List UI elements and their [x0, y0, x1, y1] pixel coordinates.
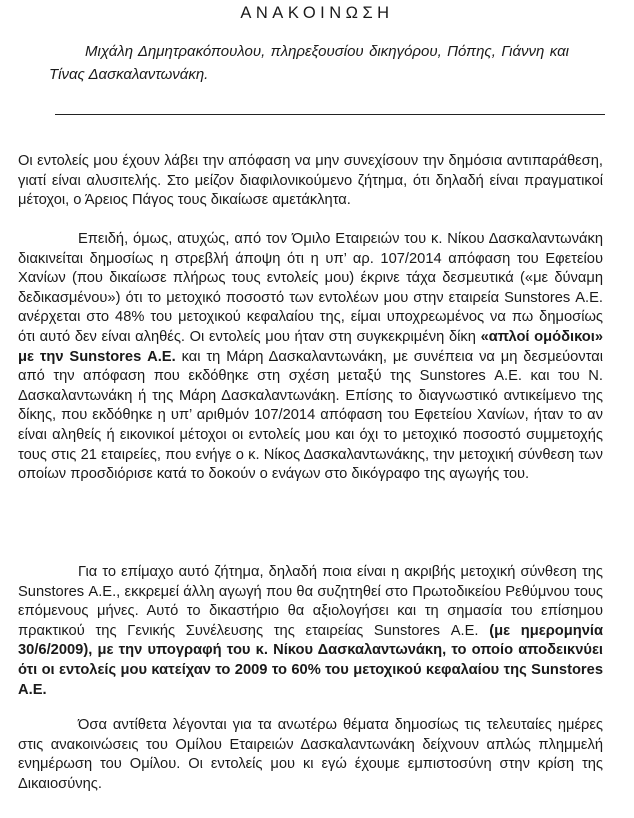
paragraph-2 — [18, 230, 603, 485]
paragraph-3-text: Για το επίμαχο αυτό ζήτημα, δηλαδή ποια είναι η ακριβής μετοχική σύνθεση της Sunstores Α.Ε., εκκρεμεί άλλη αγωγή που θα συζητηθεί στο Πρωτοδικείου Ρεθύμνου τους επόμενους μήνες. Αυτό το δικαστήριο θα αξιολογήσει και τη σημασία του επίσημου πρακτικού της Γενικής Συνέλευσης της εταιρείας Sunstores Α.Ε. — [18, 564, 603, 639]
document-title: ΑΝΑΚΟΙΝΩΣΗ — [240, 4, 394, 22]
paragraph-2-text-b: και τη Μάρη Δασκαλαντωνάκη, με συνέπεια να μη δεσμεύονται από την απόφαση που εκδόθηκε στη σχέση μεταξύ της Sunstores Α.Ε. και του Ν. Δασκαλαντωνάκη ή της Μάρη Δασκαλαντωνάκη. Επίσης το διαγνωστικό αντικείμενο της δίκης, που εκδόθηκε η υπ’ αριθμόν 107/2014 απόφαση του Εφετείου Χανίων, ήταν το αν είναι αληθείς ή εικονικοί μέτοχοι οι εντολείς μου και όχι το μετοχικό ποσοστό συμμετοχής τους στις 21 εταιρείες, που ενήγε ο κ. Νίκος Δασκαλαντωνάκης, την μετοχική σύνθεση των οποίων προσδιόρισε κατά το δοκούν ο ενάγων στο δικόγραφο της αγωγής του. — [18, 348, 603, 483]
paragraph-2-bold: «απλοί ομόδικοι» με την Sunstores Α.Ε. — [18, 328, 604, 365]
paragraph-3 — [18, 563, 603, 700]
addressee-line: Μιχάλη Δημητρακόπουλου, πληρεξουσίου δικηγόρου, Πόπης, Γιάννη και Τίνας Δασκαλαντωνάκη. — [49, 43, 569, 83]
paragraph-1: Οι εντολείς μου έχουν λάβει την απόφαση να μην συνεχίσουν την δημόσια αντιπαράθεση, γιατί είναι αλυσιτελής. Στο μείζον διαφιλονικούμενο ζήτημα, ότι δηλαδή είναι πραγματικοί μέτοχοι, ο Άρειος Πάγος τους δικαίωσε αμετάκλητα. — [18, 153, 603, 209]
paragraph-3-bold: (με ημερομηνία 30/6/2009), με την υπογραφή του κ. Νίκου Δασκαλαντωνάκη, το οποίο αποδεικνύει ότι οι εντολείς μου κατείχαν το 2009 το 60% του μετοχικού κεφαλαίου της Sunstores Α.Ε. — [18, 622, 603, 698]
paragraph-2-text-a: Επειδή, όμως, ατυχώς, από τον Όμιλο Εταιρειών του κ. Νίκου Δασκαλαντωνάκη διακινείται δημοσίως η στρεβλή άποψη ότι η υπ’ αρ. 107/2014 απόφαση του Εφετείου Χανίων (που δικαίωσε πλήρως τους εντολείς μου) έκρινε τάχα δεσμευτικά («με δύναμη δεδικασμένου») ότι το μετοχικό ποσοστό των εντολέων μου στην εταιρεία Sunstores Α.Ε. ανέρχεται στο 48% του μετοχικού κεφαλαίου της, είμαι υποχρεωμένος να πω δημοσίως ότι αυτό δεν είναι αληθές. Οι εντολείς μου ήταν στη συγκεκριμένη δίκη — [18, 231, 603, 345]
separator-line — [55, 114, 605, 115]
paragraph-4: Όσα αντίθετα λέγονται για τα ανωτέρω θέματα δημοσίως τις τελευταίες ημέρες στις ανακοινώσεις του Ομίλου Εταιρειών Δασκαλαντωνάκη δείχνουν απλώς πλημμελή ενημέρωση του Ομίλου. Οι εντολείς μου κι εγώ έχουμε εμπιστοσύνη στην κρίση της Δικαιοσύνης. — [18, 717, 603, 792]
